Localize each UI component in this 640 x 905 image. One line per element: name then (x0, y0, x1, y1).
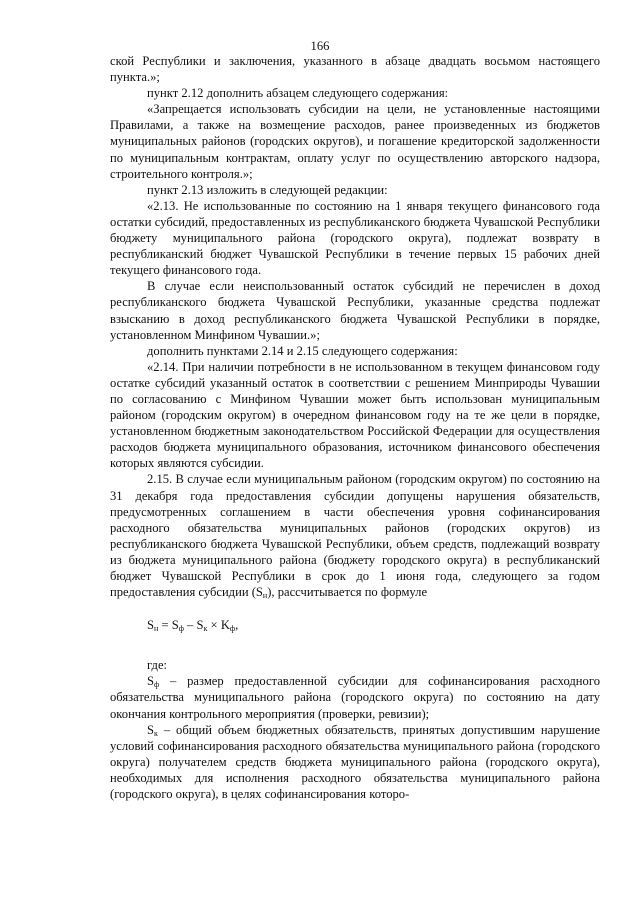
definition-sk (110, 722, 600, 802)
formula-sub-f: ф (178, 624, 184, 634)
formula-k-f: K (220, 618, 230, 633)
definition-sf-text: – размер предоставленной субсидии для софинансирования расходного обязательства муниципального района (городского округа) по состоянию на дату окончания контрольного мероприятия (проверки, ревизии); (110, 674, 600, 721)
definition-sk-subscript: к (154, 728, 158, 738)
paragraph-9-subscript: н (262, 591, 268, 601)
definition-sf-symbol: S (147, 674, 155, 689)
paragraph-4: пункт 2.13 изложить в следующей редакции: (147, 182, 388, 197)
formula-sub-n: н (154, 624, 159, 634)
definition-sf (110, 673, 600, 721)
paragraph-9-tail: ), рассчитывается по формуле (267, 585, 428, 600)
paragraph-6: В случае если неиспользованный остаток субсидий не перечислен в доход республиканского бюджета Чувашской Республики, указанные средства подлежат взысканию в доход республиканского бюджета Чувашской Республики в порядке, установленном Минфином Чувашии.»; (110, 279, 600, 342)
page-number: 166 (310, 39, 330, 53)
paragraph-3: «Запрещается использовать субсидии на цели, не установленные настоящими Правилами, а также на возмещение расходов, ранее произведенных из бюджетов муниципальных районов (городских округов), и погашение кредиторской задолженности по муниципальным контрактам, оплату услуг по осуществлению авторского надзора, строительного контроля.»; (110, 102, 600, 181)
paragraph-1: ской Республики и заключения, указанного в абзаце двадцать восьмом настоящего пункта.»; (110, 54, 600, 85)
formula-sub-kf: ф (229, 624, 236, 634)
formula-minus: – (183, 618, 197, 633)
formula-s-f: S (171, 618, 179, 633)
paragraph-9-text: 2.15. В случае если муниципальным районом (городским округом) по состоянию на 31 декабря года предоставления субсидии допущены нарушения обязательств, предусмотренных соглашением в части обеспечения уровня софинансирования расходного обязательства муниципальных районов (городских округов) из республиканского бюджета Чувашской Республики, объем средств, подлежащий возврату из бюджета муниципального района (бюджету городского округа) в республиканский бюджет Чувашской Республики в срок до 1 июня года, следующего за годом предоставления субсидии (S (110, 472, 600, 600)
paragraph-8: «2.14. При наличии потребности в не использованном в текущем финансовом году остатке субсидий указанный остаток в соответствии с решением Минприроды Чувашии по согласованию с Минфином Чувашии может быть использован муниципальным районом (городским округом) в очередном финансовом году на те же цели в порядке, установленном бюджетным законодательством Российской Федерации для осуществления расходов бюджета муниципального образования, источником финансового обеспечения которых являются субсидии. (110, 359, 600, 471)
definition-sf-subscript: ф (154, 680, 160, 690)
where-label: где: (147, 658, 168, 673)
definition-sk-symbol: S (147, 722, 155, 737)
formula-sub-k: к (203, 624, 208, 634)
formula-s-k: S (196, 618, 204, 633)
formula (110, 617, 600, 633)
paragraph-5: «2.13. Не использованные по состоянию на 1 января текущего финансового года остатки субсидий, предоставленных из республиканского бюджета Чувашской Республики бюджету муниципального района (городского округа), подлежат возврату в республиканский бюджет Чувашской Республики в течение первых 15 рабочих дней текущего финансового года. (110, 198, 600, 278)
formula-equals: = (158, 618, 172, 633)
document-body (110, 53, 600, 802)
definition-sk-text: – общий объем бюджетных обязательств, принятых допустившим нарушение условий софинансирования расходного обязательства муниципального района (городского округа) получателем средств бюджета муниципального района (городского округа), необходимых для исполнения расходного обязательства муниципального района (городского округа), в целях софинансирования которо- (110, 722, 600, 802)
formula-s-n: S (147, 618, 155, 633)
formula-comma: , (235, 618, 239, 633)
formula-times: × (207, 618, 221, 633)
paragraph-2: пункт 2.12 дополнить абзацем следующего содержания: (147, 86, 449, 101)
paragraph-7: дополнить пунктами 2.14 и 2.15 следующего содержания: (147, 343, 458, 358)
paragraph-9 (110, 471, 600, 600)
